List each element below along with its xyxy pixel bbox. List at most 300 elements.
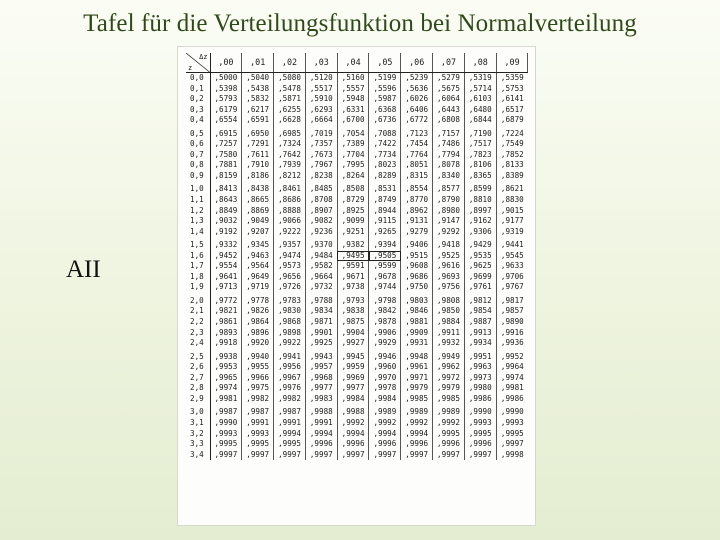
probability-cell: ,9962 <box>433 362 465 373</box>
probability-cell: ,9911 <box>433 328 465 339</box>
probability-cell: ,8944 <box>369 206 401 217</box>
probability-cell: ,9995 <box>464 429 496 440</box>
probability-cell: ,8340 <box>433 171 465 182</box>
probability-cell: ,9719 <box>242 282 274 293</box>
probability-cell: ,9332 <box>210 237 242 251</box>
probability-cell: ,9878 <box>369 317 401 328</box>
probability-cell: ,9997 <box>242 450 274 461</box>
probability-cell: ,9955 <box>242 362 274 373</box>
probability-cell: ,9988 <box>337 404 369 418</box>
probability-cell: ,9750 <box>401 282 433 293</box>
probability-cell: ,6368 <box>369 105 401 116</box>
probability-cell: ,9049 <box>242 216 274 227</box>
probability-cell: ,9977 <box>305 383 337 394</box>
probability-cell: ,8810 <box>464 195 496 206</box>
probability-cell: ,9192 <box>210 227 242 238</box>
probability-cell: ,5832 <box>242 94 274 105</box>
probability-cell: ,9066 <box>274 216 306 227</box>
probability-cell: ,9979 <box>433 383 465 394</box>
probability-cell: ,8461 <box>274 181 306 195</box>
probability-cell: ,9830 <box>274 306 306 317</box>
probability-cell: ,5319 <box>464 73 496 84</box>
column-header: ,07 <box>433 53 465 73</box>
probability-cell: ,9893 <box>210 328 242 339</box>
probability-cell: ,8599 <box>464 181 496 195</box>
probability-cell: ,5080 <box>274 73 306 84</box>
probability-cell: ,9441 <box>500 240 524 250</box>
probability-cell: ,9292 <box>433 227 465 238</box>
probability-cell: ,8962 <box>401 206 433 217</box>
probability-cell: ,8869 <box>242 206 274 217</box>
probability-cell: ,9821 <box>210 306 242 317</box>
probability-cell: ,9319 <box>500 226 524 236</box>
probability-cell: ,8186 <box>242 171 274 182</box>
probability-cell: ,6179 <box>210 105 242 116</box>
probability-cell: ,9994 <box>401 429 433 440</box>
probability-cell: ,9992 <box>401 418 433 429</box>
probability-cell: ,9994 <box>369 429 401 440</box>
probability-cell: ,9082 <box>305 216 337 227</box>
z-value-cell: 0,4 <box>186 115 210 126</box>
probability-cell: ,9996 <box>337 439 369 450</box>
table-row <box>186 328 528 339</box>
probability-cell: ,5714 <box>464 84 496 95</box>
z-value-cell: 2,6 <box>186 362 210 373</box>
probability-cell: ,6628 <box>274 115 306 126</box>
probability-cell: ,9706 <box>500 271 524 281</box>
probability-cell: ,9992 <box>433 418 465 429</box>
probability-cell: ,8438 <box>242 181 274 195</box>
table-row <box>186 439 528 450</box>
probability-cell: ,9713 <box>210 282 242 293</box>
probability-cell: ,8389 <box>500 170 524 180</box>
probability-cell: ,9474 <box>274 251 306 262</box>
probability-cell: ,9625 <box>464 261 496 272</box>
probability-cell: ,9345 <box>242 237 274 251</box>
probability-cell: ,9983 <box>305 394 337 405</box>
probability-cell: ,6293 <box>305 105 337 116</box>
probability-cell: ,9981 <box>210 394 242 405</box>
probability-cell: ,5120 <box>305 73 337 84</box>
table-row <box>186 261 528 272</box>
table-row <box>186 418 528 429</box>
probability-cell: ,9429 <box>464 237 496 251</box>
probability-cell: ,5160 <box>337 73 369 84</box>
probability-cell: ,9591 <box>337 261 369 272</box>
probability-cell: ,7852 <box>500 149 524 159</box>
z-value-cell: 0,5 <box>186 126 210 140</box>
probability-cell: ,9996 <box>401 439 433 450</box>
table-row <box>186 216 528 227</box>
z-value-cell: 1,3 <box>186 216 210 227</box>
probability-cell: ,8925 <box>337 206 369 217</box>
probability-cell: ,8238 <box>305 171 337 182</box>
probability-cell: ,7764 <box>401 150 433 161</box>
probability-cell: ,9978 <box>369 383 401 394</box>
probability-cell: ,9842 <box>369 306 401 317</box>
probability-cell: ,6591 <box>242 115 274 126</box>
probability-cell: ,9649 <box>242 272 274 283</box>
probability-cell: ,9846 <box>401 306 433 317</box>
probability-cell: ,8051 <box>401 160 433 171</box>
probability-cell: ,8790 <box>433 195 465 206</box>
probability-cell: ,9994 <box>274 429 306 440</box>
z-value-cell: 3,1 <box>186 418 210 429</box>
probability-cell: ,6736 <box>369 115 401 126</box>
probability-cell: ,9861 <box>210 317 242 328</box>
probability-cell: ,9767 <box>500 282 524 292</box>
probability-cell: ,9868 <box>274 317 306 328</box>
probability-cell: ,9996 <box>369 439 401 450</box>
z-value-cell: 2,4 <box>186 338 210 349</box>
probability-cell: ,8729 <box>337 195 369 206</box>
probability-cell: ,9925 <box>305 338 337 349</box>
z-value-cell: 1,8 <box>186 272 210 283</box>
probability-cell: ,6517 <box>500 104 524 114</box>
table-row <box>186 383 528 394</box>
probability-cell: ,7517 <box>464 139 496 150</box>
probability-cell: ,8078 <box>433 160 465 171</box>
probability-cell: ,5557 <box>337 84 369 95</box>
z-value-cell: 1,7 <box>186 261 210 272</box>
probability-cell: ,9686 <box>401 272 433 283</box>
probability-cell: ,9959 <box>337 362 369 373</box>
probability-cell: ,5398 <box>210 84 242 95</box>
probability-cell: ,9678 <box>369 272 401 283</box>
probability-cell: ,9993 <box>464 418 496 429</box>
probability-cell: ,9265 <box>369 227 401 238</box>
probability-cell: ,8577 <box>433 181 465 195</box>
table-row <box>186 126 528 140</box>
probability-cell: ,9996 <box>464 439 496 450</box>
probability-cell: ,9949 <box>433 349 465 363</box>
probability-cell: ,9463 <box>242 251 274 262</box>
probability-cell: ,9997 <box>305 450 337 461</box>
table-row <box>186 181 528 195</box>
probability-cell: ,9989 <box>433 404 465 418</box>
table-row <box>186 237 528 251</box>
table-row <box>186 160 528 171</box>
probability-cell: ,6443 <box>433 105 465 116</box>
probability-cell: ,7704 <box>337 150 369 161</box>
probability-cell: ,6480 <box>464 105 496 116</box>
probability-cell: ,9177 <box>500 216 524 226</box>
probability-cell: ,7357 <box>305 139 337 150</box>
probability-cell: ,9251 <box>337 227 369 238</box>
probability-cell: ,9971 <box>401 373 433 384</box>
probability-cell: ,5438 <box>242 84 274 95</box>
probability-cell: ,9976 <box>274 383 306 394</box>
probability-cell: ,9995 <box>433 429 465 440</box>
probability-cell: ,8159 <box>210 171 242 182</box>
probability-cell: ,9857 <box>500 306 524 316</box>
z-value-cell: 1,4 <box>186 227 210 238</box>
probability-cell: ,9909 <box>401 328 433 339</box>
probability-cell: ,9838 <box>337 306 369 317</box>
probability-cell: ,7291 <box>242 139 274 150</box>
probability-cell: ,5596 <box>369 84 401 95</box>
probability-cell: ,9967 <box>274 373 306 384</box>
probability-cell: ,9032 <box>210 216 242 227</box>
probability-cell: ,7580 <box>210 150 242 161</box>
probability-cell: ,9808 <box>433 293 465 307</box>
probability-cell: ,7054 <box>337 126 369 140</box>
probability-cell: ,9940 <box>242 349 274 363</box>
probability-cell: ,9545 <box>500 250 524 260</box>
table-header-row <box>186 53 528 73</box>
probability-cell: ,9699 <box>464 272 496 283</box>
probability-cell: ,9945 <box>337 349 369 363</box>
probability-cell: ,9996 <box>305 439 337 450</box>
probability-cell: ,9981 <box>500 383 524 393</box>
probability-cell: ,9656 <box>274 272 306 283</box>
z-value-cell: 3,0 <box>186 404 210 418</box>
probability-cell: ,6026 <box>401 94 433 105</box>
table-body <box>186 73 528 461</box>
table-row <box>186 195 528 206</box>
probability-cell: ,9744 <box>369 282 401 293</box>
probability-cell: ,6985 <box>274 126 306 140</box>
table-row <box>186 251 528 262</box>
probability-cell: ,9996 <box>433 439 465 450</box>
probability-cell: ,6103 <box>464 94 496 105</box>
probability-cell: ,9992 <box>369 418 401 429</box>
probability-cell: ,8413 <box>210 181 242 195</box>
probability-cell: ,9920 <box>242 338 274 349</box>
table-row <box>186 227 528 238</box>
probability-cell: ,9979 <box>401 383 433 394</box>
probability-cell: ,8531 <box>369 181 401 195</box>
probability-cell: ,8830 <box>500 195 524 205</box>
z-value-cell: 1,2 <box>186 206 210 217</box>
probability-cell: ,9986 <box>500 393 524 403</box>
probability-cell: ,9987 <box>242 404 274 418</box>
probability-cell: ,9864 <box>242 317 274 328</box>
probability-cell: ,9991 <box>274 418 306 429</box>
probability-cell: ,9913 <box>464 328 496 339</box>
probability-cell: ,9871 <box>305 317 337 328</box>
probability-cell: ,7673 <box>305 150 337 161</box>
probability-cell: ,8686 <box>274 195 306 206</box>
probability-cell: ,9943 <box>305 349 337 363</box>
probability-cell: ,9990 <box>500 407 524 417</box>
probability-cell: ,9969 <box>337 373 369 384</box>
probability-cell: ,7995 <box>337 160 369 171</box>
table-row <box>186 73 528 84</box>
probability-cell: ,9974 <box>500 372 524 382</box>
probability-cell: ,9960 <box>369 362 401 373</box>
column-header: ,08 <box>464 53 496 73</box>
z-value-cell: 0,2 <box>186 94 210 105</box>
probability-cell: ,8508 <box>337 181 369 195</box>
probability-cell: ,9927 <box>337 338 369 349</box>
probability-cell: ,9997 <box>369 450 401 461</box>
probability-cell: ,9162 <box>464 216 496 227</box>
column-header: ,06 <box>401 53 433 73</box>
probability-cell: ,9997 <box>500 439 524 449</box>
probability-cell: ,9778 <box>242 293 274 307</box>
probability-cell: ,9890 <box>500 317 524 327</box>
probability-cell: ,5793 <box>210 94 242 105</box>
probability-cell: ,6331 <box>337 105 369 116</box>
probability-cell: ,9984 <box>337 394 369 405</box>
probability-cell: ,6664 <box>305 115 337 126</box>
probability-cell: ,9988 <box>305 404 337 418</box>
probability-cell: ,9994 <box>337 429 369 440</box>
probability-cell: ,9904 <box>337 328 369 339</box>
probability-cell: ,9992 <box>337 418 369 429</box>
probability-cell: ,9147 <box>433 216 465 227</box>
probability-cell: ,7389 <box>337 139 369 150</box>
z-value-cell: 1,0 <box>186 181 210 195</box>
probability-cell: ,9995 <box>210 439 242 450</box>
probability-cell: ,9952 <box>500 351 524 361</box>
probability-cell: ,9985 <box>401 394 433 405</box>
probability-cell: ,9306 <box>464 227 496 238</box>
z-value-cell: 1,6 <box>186 251 210 262</box>
probability-cell: ,9582 <box>305 261 337 272</box>
probability-cell: ,9956 <box>274 362 306 373</box>
table-row <box>186 362 528 373</box>
probability-cell: ,9573 <box>274 261 306 272</box>
table-row <box>186 450 528 461</box>
probability-cell: ,9671 <box>337 272 369 283</box>
probability-cell: ,8023 <box>369 160 401 171</box>
probability-cell: ,5239 <box>401 73 433 84</box>
probability-cell: ,9974 <box>210 383 242 394</box>
probability-cell: ,9995 <box>242 439 274 450</box>
probability-cell: ,7157 <box>433 126 465 140</box>
probability-cell: ,7123 <box>401 126 433 140</box>
probability-cell: ,5753 <box>500 83 524 93</box>
probability-cell: ,9991 <box>305 418 337 429</box>
table-row <box>186 349 528 363</box>
probability-cell: ,9934 <box>464 338 496 349</box>
probability-cell: ,9993 <box>242 429 274 440</box>
highlighted-probability-cell: ,9505 <box>369 251 401 262</box>
probability-cell: ,6064 <box>433 94 465 105</box>
probability-cell: ,6772 <box>401 115 433 126</box>
probability-cell: ,9918 <box>210 338 242 349</box>
probability-cell: ,8106 <box>464 160 496 171</box>
probability-cell: ,8133 <box>500 160 524 170</box>
table-row <box>186 429 528 440</box>
z-value-cell: 0,8 <box>186 160 210 171</box>
probability-cell: ,9982 <box>274 394 306 405</box>
probability-cell: ,9936 <box>500 338 524 348</box>
z-value-cell: 0,3 <box>186 105 210 116</box>
probability-cell: ,9938 <box>210 349 242 363</box>
probability-cell: ,8665 <box>242 195 274 206</box>
probability-cell: ,9931 <box>401 338 433 349</box>
z-table <box>186 53 528 460</box>
z-value-cell: 3,3 <box>186 439 210 450</box>
probability-cell: ,9980 <box>464 383 496 394</box>
probability-cell: ,9984 <box>369 394 401 405</box>
probability-cell: ,9484 <box>305 251 337 262</box>
probability-cell: ,9977 <box>337 383 369 394</box>
probability-cell: ,8849 <box>210 206 242 217</box>
probability-cell: ,9973 <box>464 373 496 384</box>
table-row <box>186 206 528 217</box>
side-label: AII <box>66 256 101 283</box>
probability-cell: ,7224 <box>500 128 524 138</box>
probability-cell: ,9972 <box>433 373 465 384</box>
z-value-cell: 0,7 <box>186 150 210 161</box>
z-value-cell: 2,5 <box>186 349 210 363</box>
probability-cell: ,5199 <box>369 73 401 84</box>
probability-cell: ,6255 <box>274 105 306 116</box>
probability-cell: ,5987 <box>369 94 401 105</box>
table-row <box>186 171 528 182</box>
table-row <box>186 293 528 307</box>
probability-cell: ,9854 <box>464 306 496 317</box>
z-value-cell: 1,1 <box>186 195 210 206</box>
probability-cell: ,8365 <box>464 171 496 182</box>
probability-cell: ,9898 <box>274 328 306 339</box>
probability-cell: ,5000 <box>210 73 242 84</box>
z-value-cell: 1,9 <box>186 282 210 293</box>
probability-cell: ,8708 <box>305 195 337 206</box>
column-header: ,04 <box>337 53 369 73</box>
probability-cell: ,6554 <box>210 115 242 126</box>
z-value-cell: 2,3 <box>186 328 210 339</box>
probability-cell: ,6879 <box>500 115 524 125</box>
probability-cell: ,9015 <box>500 205 524 215</box>
probability-cell: ,7611 <box>242 150 274 161</box>
probability-cell: ,6141 <box>500 94 524 104</box>
probability-cell: ,7823 <box>464 150 496 161</box>
probability-cell: ,9966 <box>242 373 274 384</box>
probability-cell: ,9997 <box>464 450 496 461</box>
probability-cell: ,9834 <box>305 306 337 317</box>
probability-cell: ,9995 <box>274 439 306 450</box>
z-value-cell: 2,8 <box>186 383 210 394</box>
probability-cell: ,8212 <box>274 171 306 182</box>
probability-cell: ,9961 <box>401 362 433 373</box>
probability-cell: ,9726 <box>274 282 306 293</box>
probability-cell: ,9664 <box>305 272 337 283</box>
probability-cell: ,9222 <box>274 227 306 238</box>
corner-col-label: Δz <box>199 53 208 61</box>
probability-cell: ,8749 <box>369 195 401 206</box>
table-row <box>186 373 528 384</box>
table-row <box>186 404 528 418</box>
z-value-cell: 0,9 <box>186 171 210 182</box>
probability-cell: ,8888 <box>274 206 306 217</box>
table-row <box>186 317 528 328</box>
probability-cell: ,9616 <box>433 261 465 272</box>
probability-cell: ,7257 <box>210 139 242 150</box>
probability-cell: ,9994 <box>305 429 337 440</box>
probability-cell: ,7794 <box>433 150 465 161</box>
column-header: ,01 <box>242 53 274 73</box>
probability-cell: ,9946 <box>369 349 401 363</box>
probability-cell: ,7967 <box>305 160 337 171</box>
probability-cell: ,9515 <box>401 251 433 262</box>
probability-cell: ,9772 <box>210 293 242 307</box>
table-row <box>186 394 528 405</box>
probability-cell: ,9788 <box>305 293 337 307</box>
probability-cell: ,9995 <box>500 428 524 438</box>
probability-cell: ,9941 <box>274 349 306 363</box>
probability-cell: ,9982 <box>242 394 274 405</box>
z-value-cell: 0,0 <box>186 73 210 84</box>
probability-cell: ,9929 <box>369 338 401 349</box>
probability-cell: ,9812 <box>464 293 496 307</box>
probability-cell: ,9932 <box>433 338 465 349</box>
probability-cell: ,9535 <box>464 251 496 262</box>
